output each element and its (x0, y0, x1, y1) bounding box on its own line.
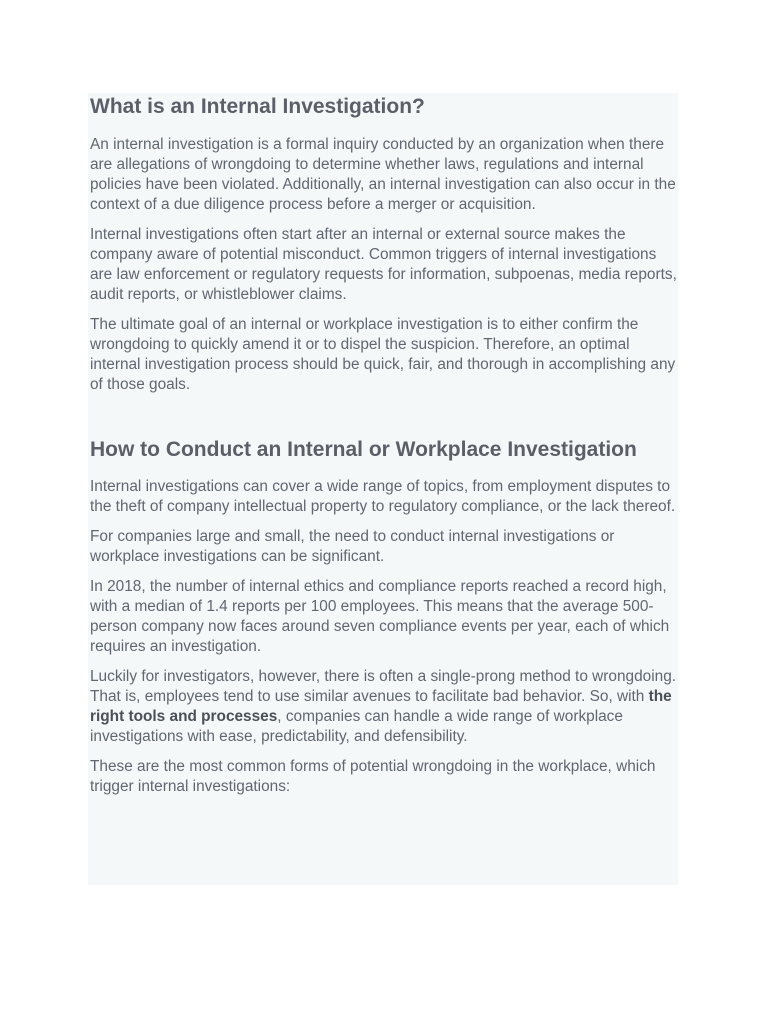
section-heading-what-is: What is an Internal Investigation? (90, 95, 425, 118)
paragraph-common-forms: These are the most common forms of potential wrongdoing in the workplace, which trigger internal investigations: (90, 758, 656, 795)
section-heading-how-to: How to Conduct an Internal or Workplace Investigation (90, 438, 637, 461)
paragraph-methods-intro: Luckily for investigators, however, there is often a single-prong method to wrongdoing. That is, employees tend to use similar avenues to facilitate bad behavior. So, with (90, 668, 677, 705)
paragraph-methods-outro: , companies can handle a wide range of workplace investigations with ease, predictability, and defensibility. (90, 708, 623, 745)
paragraph-statistics: In 2018, the number of internal ethics and compliance reports reached a record high, with a median of 1.4 reports per 100 employees. This means that the average 500-person company now faces around seven compliance events per year, each of which requires an investigation. (90, 578, 670, 655)
paragraph-need: For companies large and small, the need to conduct internal investigations or workplace investigations can be significant. (90, 528, 615, 565)
paragraph-goal: The ultimate goal of an internal or workplace investigation is to either confirm the wrongdoing to quickly amend it or to dispel the suspicion. Therefore, an optimal internal investigation process should be quick, fair, and thorough in accomplishing any of those goals. (90, 316, 676, 393)
paragraph-triggers: Internal investigations often start after an internal or external source makes the company aware of potential misconduct. Common triggers of internal investigations are law enforcement or regulatory requests for information, subpoenas, media reports, audit reports, or whistleblower claims. (90, 226, 677, 303)
paragraph-methods (90, 667, 678, 747)
paragraph-topics: Internal investigations can cover a wide range of topics, from employment disputes to the theft of company intellectual property to regulatory compliance, or the lack thereof. (90, 478, 676, 515)
paragraph-definition: An internal investigation is a formal inquiry conducted by an organization when there are allegations of wrongdoing to determine whether laws, regulations and internal policies have been violated. Additionally, an internal investigation can also occur in the context of a due diligence process before a merger or acquisition. (90, 136, 676, 213)
article-content (88, 93, 678, 885)
tools-processes-link[interactable]: the right tools and processes (90, 688, 672, 725)
